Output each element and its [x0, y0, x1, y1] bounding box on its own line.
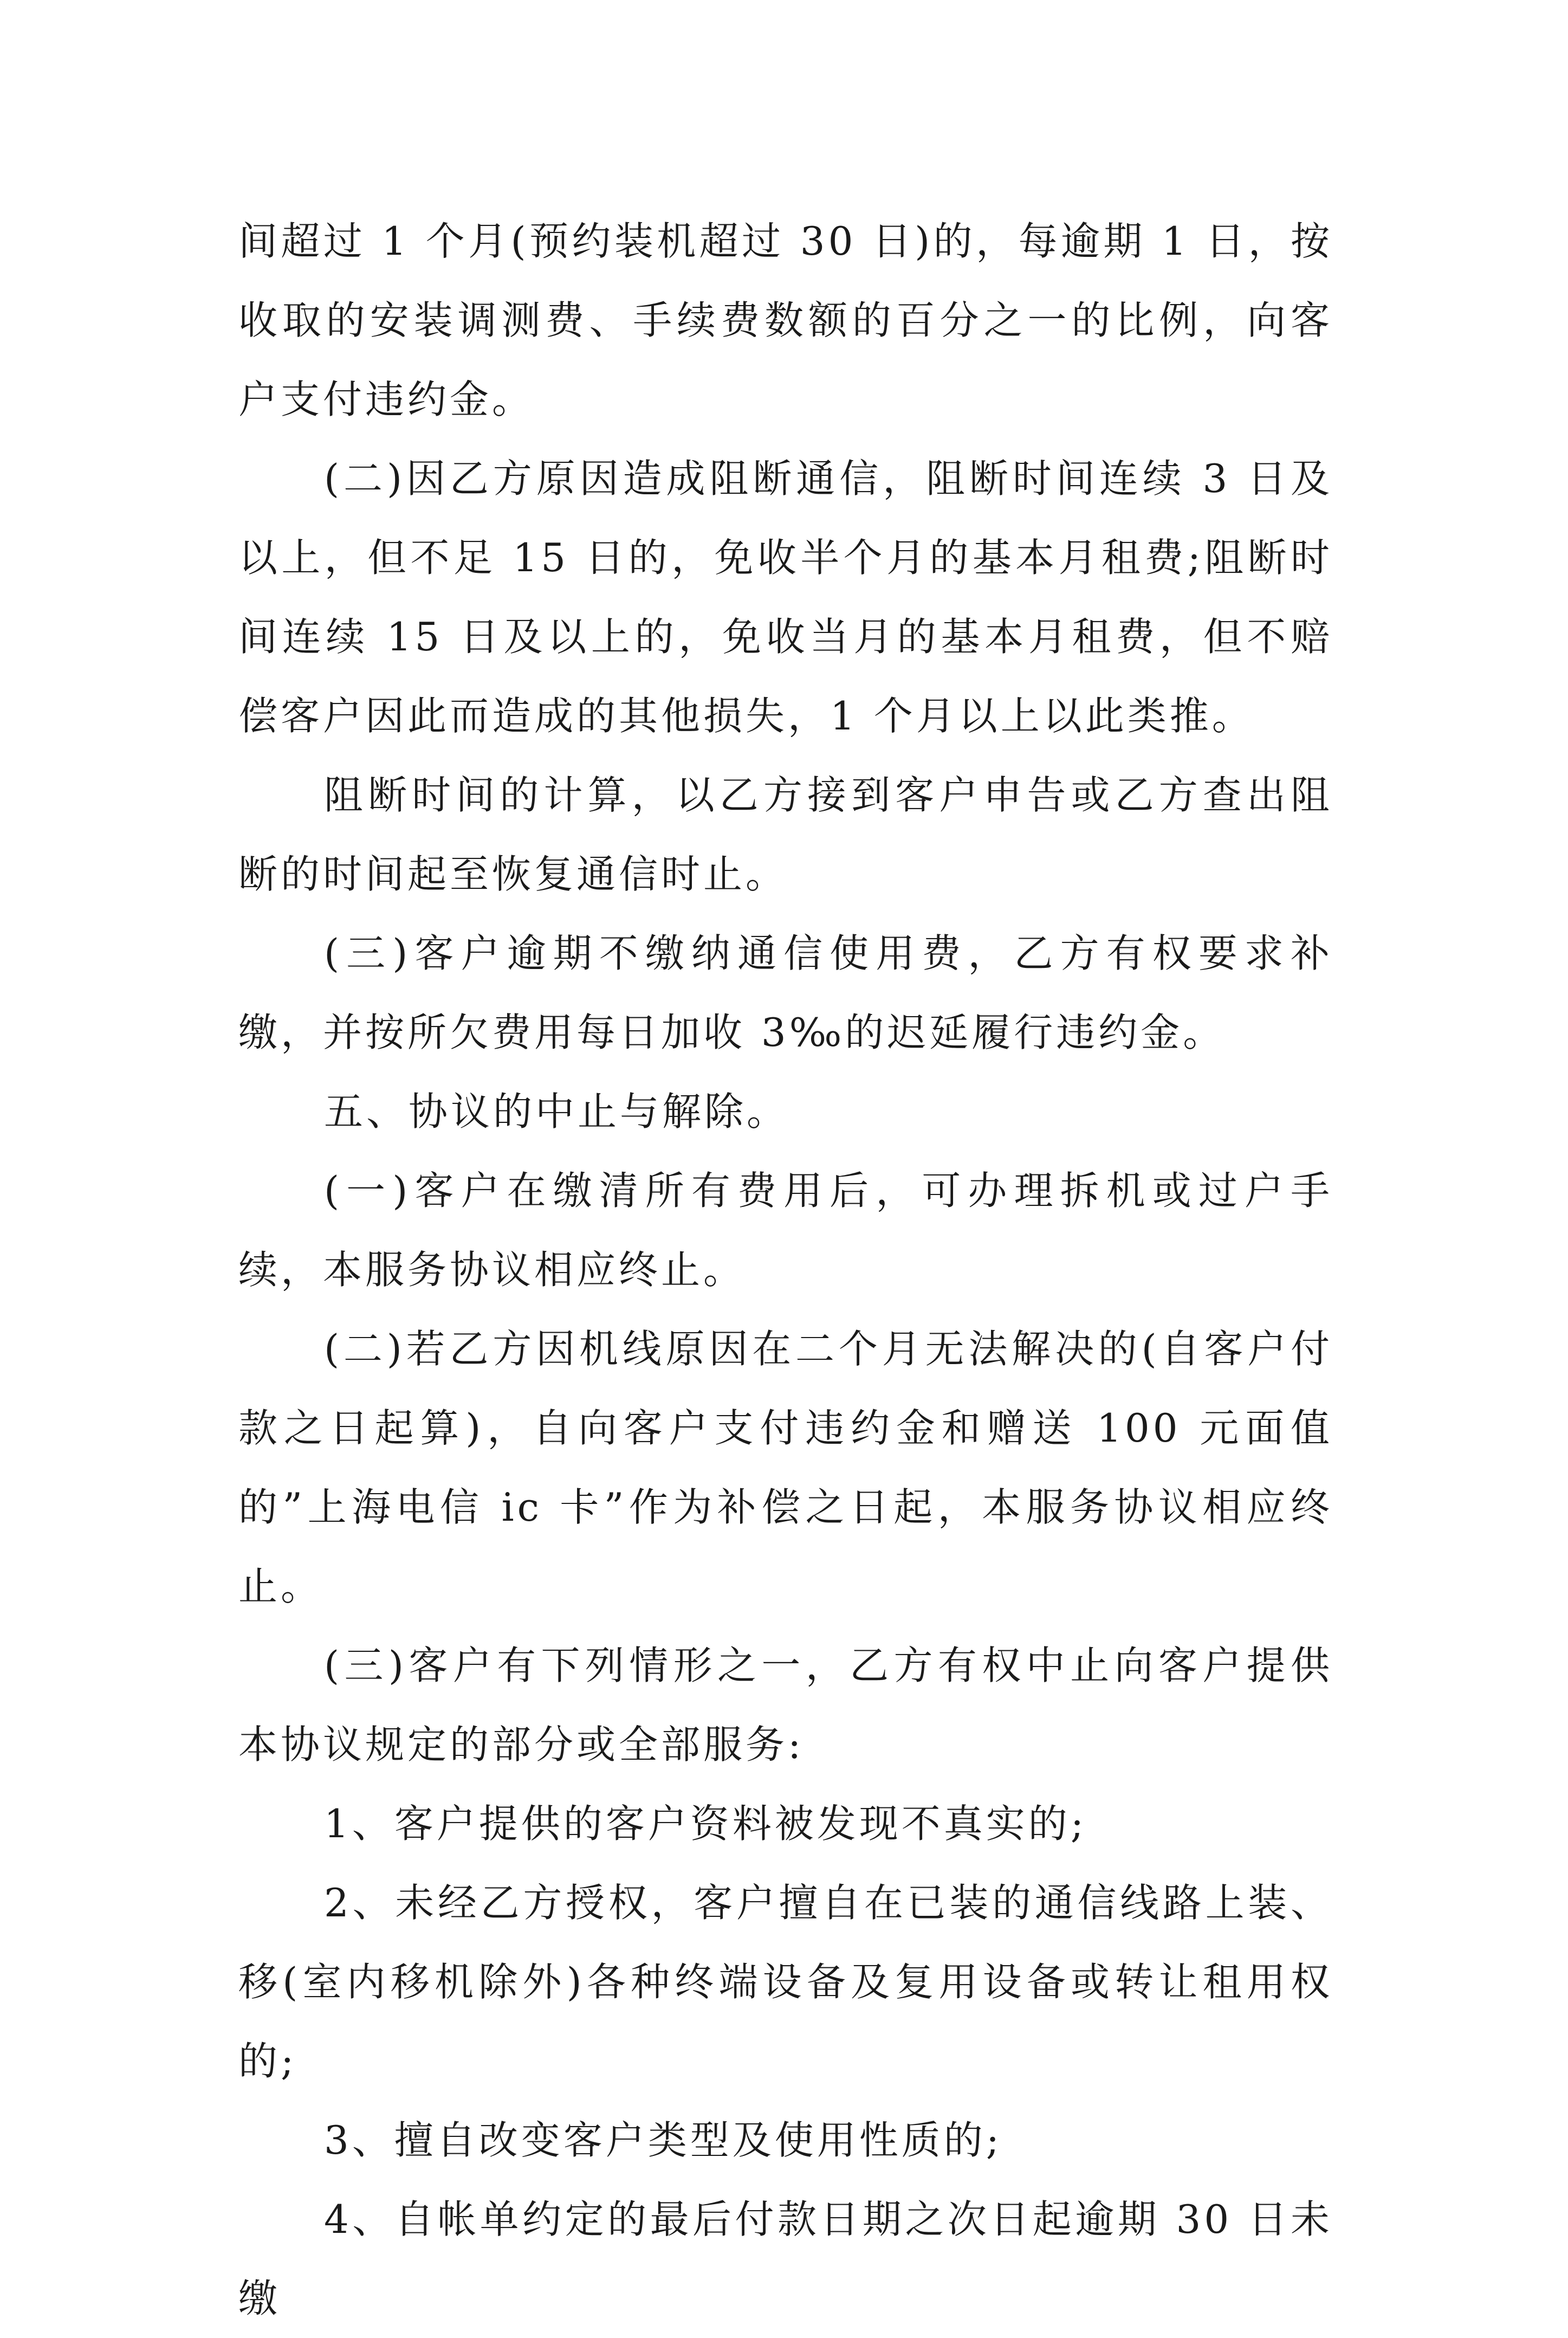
list-item: 4、自帐单约定的最后付款日期之次日起逾期 30 日未缴 — [238, 2197, 1333, 2321]
paragraph: (三)客户有下列情形之一，乙方有权中止向客户提供本协议规定的部分或全部服务: — [238, 1643, 1333, 1767]
paragraph: (二)因乙方原因造成阻断通信，阻断时间连续 3 日及以上，但不足 15 日的，免收半个月的基本月租费;阻断时间连续 15 日及以上的，免收当月的基本月租费，但不赔偿客户因此而造成的其他损失，1 个月以上以此类推。 — [238, 456, 1333, 739]
list-item: 1、客户提供的客户资料被发现不真实的; — [324, 1801, 1087, 1846]
list-item: 3、擅自改变客户类型及使用性质的; — [324, 2117, 1003, 2163]
paragraph: (三)客户逾期不缴纳通信使用费，乙方有权要求补缴，并按所欠费用每日加收 3‰的迟延履行违约金。 — [238, 931, 1333, 1055]
paragraph: 阻断时间的计算，以乙方接到客户申告或乙方查出阻断的时间起至恢复通信时止。 — [238, 772, 1333, 897]
paragraph: (二)若乙方因机线原因在二个月无法解决的(自客户付款之日起算)，自向客户支付违约金和赠送 100 元面值的”上海电信 ic 卡”作为补偿之日起，本服务协议相应终止。 — [238, 1326, 1333, 1609]
list-item: 2、未经乙方授权，客户擅自在已装的通信线路上装、移(室内移机除外)各种终端设备及复用设备或转让租用权的; — [238, 1880, 1333, 2084]
paragraph: (一)客户在缴清所有费用后，可办理拆机或过户手续，本服务协议相应终止。 — [238, 1168, 1333, 1293]
paragraph: 间超过 1 个月(预约装机超过 30 日)的，每逾期 1 日，按收取的安装调测费、手续费数额的百分之一的比例，向客户支付违约金。 — [238, 218, 1333, 422]
section-heading: 五、协议的中止与解除。 — [324, 1089, 789, 1134]
document-body — [238, 202, 1333, 2338]
